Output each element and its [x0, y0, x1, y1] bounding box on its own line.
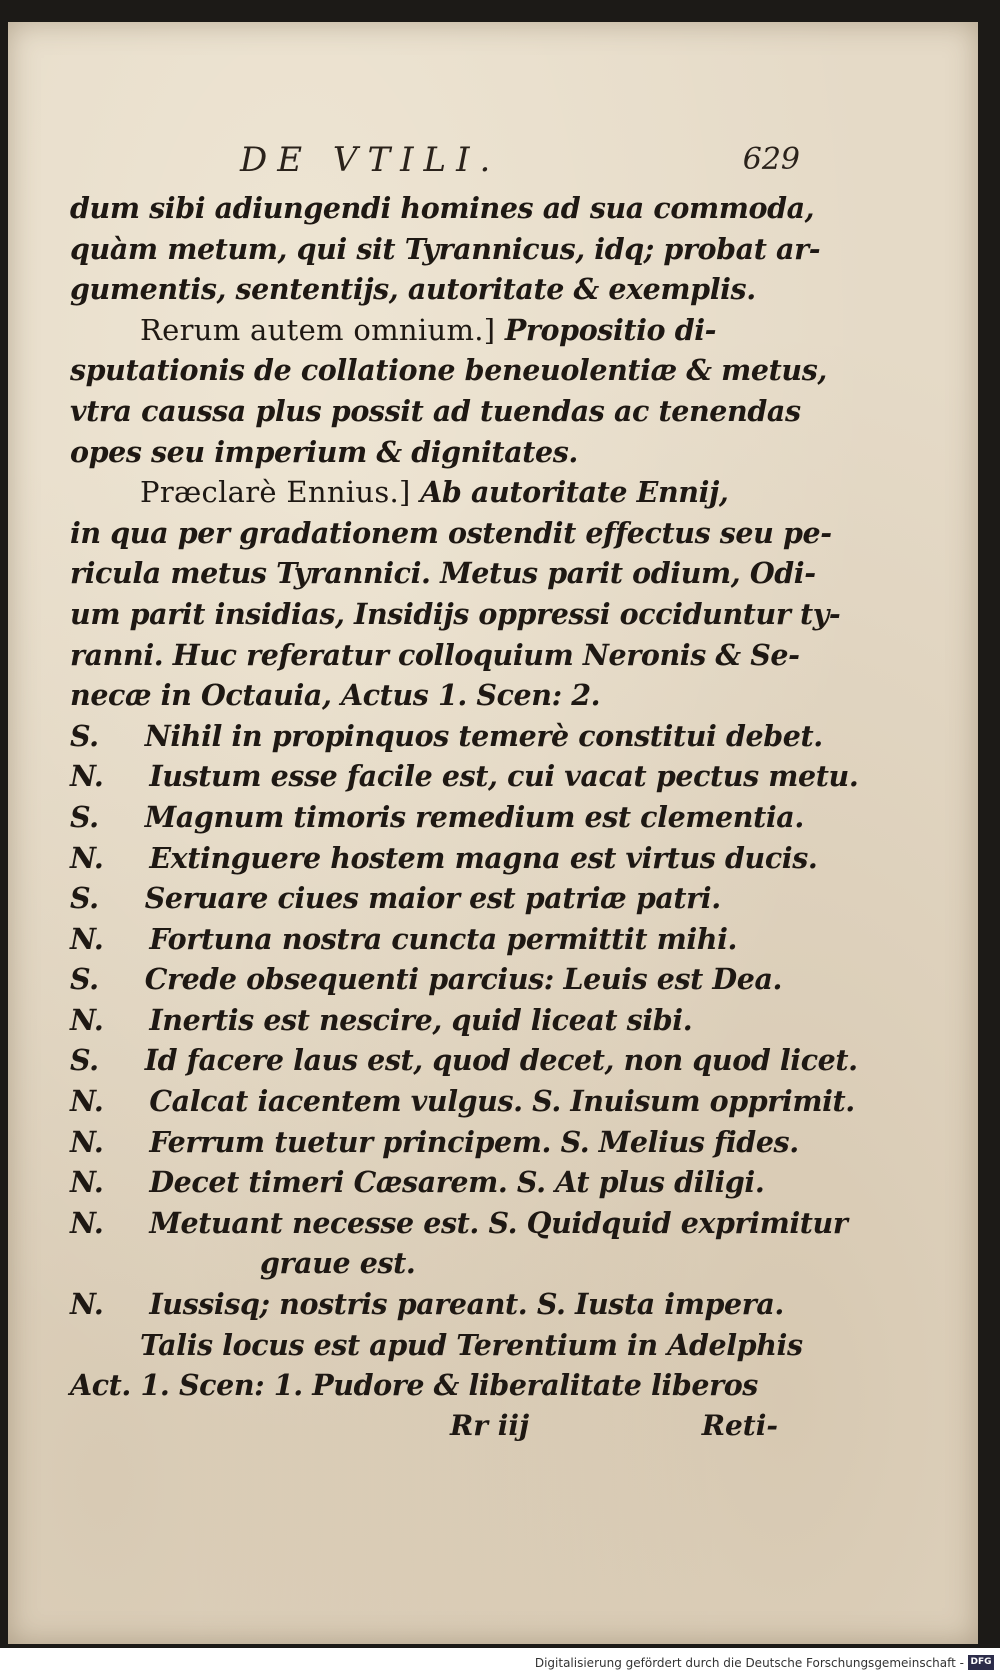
- text-line: [70, 310, 770, 351]
- text-line: [70, 432, 770, 473]
- gloss-text: quàm metum, qui sit Tyrannicus, idq; probat ar-: [70, 231, 821, 266]
- lemma-text: Præclarè Ennius.]: [140, 475, 421, 510]
- speaker-label: N.: [70, 840, 104, 875]
- dialogue-text: Iustum esse facile est, cui vacat pectus metu.: [149, 759, 859, 794]
- speaker-label: N.: [70, 1084, 104, 1119]
- dialogue-line: [70, 1284, 784, 1325]
- speaker-label: N.: [70, 1165, 104, 1200]
- text-line: [70, 594, 841, 635]
- speaker-label: S.: [70, 799, 99, 834]
- gloss-text: sputationis de collatione beneuolentiæ & metus,: [70, 353, 827, 388]
- speaker-label: N.: [70, 921, 104, 956]
- dialogue-block: [70, 716, 859, 1325]
- lemma-text: Rerum autem omnium.]: [140, 312, 505, 347]
- speaker-label: S.: [70, 718, 99, 753]
- dialogue-line: [70, 716, 823, 757]
- dialogue-line: [70, 1243, 770, 1284]
- speaker-label: S.: [70, 1043, 99, 1078]
- gloss-text: ricula metus Tyrannici. Metus parit odium, Odi-: [70, 556, 816, 591]
- dialogue-text: Nihil in propinquos temerè constitui debet.: [144, 718, 823, 753]
- dialogue-line: [70, 1162, 770, 1203]
- speaker-label: S.: [70, 962, 99, 997]
- text-line: [70, 391, 801, 432]
- text-line: [70, 635, 800, 676]
- text-block: [70, 128, 859, 1446]
- gloss-text: necæ in Octauia, Actus 1. Scen: 2.: [70, 678, 601, 713]
- text-line: [70, 513, 832, 554]
- speaker-label: N.: [70, 759, 104, 794]
- signature-line: [70, 1406, 778, 1446]
- dialogue-line: [70, 1000, 770, 1041]
- dialogue-text: Ferrum tuetur principem. S. Melius fides.: [149, 1124, 799, 1159]
- dialogue-line: [70, 959, 783, 1000]
- text-line: [70, 553, 816, 594]
- dialogue-line: [70, 797, 804, 838]
- book-page: [8, 22, 978, 1644]
- text-line: [70, 1365, 770, 1406]
- dialogue-line: [70, 756, 859, 797]
- gloss-text: in qua per gradationem ostendit effectus seu pe-: [70, 515, 832, 550]
- gloss-text: dum sibi adiungendi homines ad sua commoda,: [70, 191, 815, 225]
- dialogue-text: Inertis est nescire, quid liceat sibi.: [149, 1002, 693, 1037]
- running-head-title: DE VTILI.: [240, 140, 501, 180]
- dialogue-text: Seruare ciues maior est patriæ patri.: [144, 881, 721, 916]
- dialogue-line: [70, 1122, 799, 1163]
- dialogue-line: [70, 1203, 848, 1244]
- dialogue-line: [70, 838, 818, 879]
- footer-bar: [0, 1650, 1000, 1680]
- gloss-text: Propositio di-: [504, 312, 717, 347]
- text-line: [70, 229, 821, 270]
- text-line: [70, 472, 770, 513]
- dialogue-text: Fortuna nostra cuncta permittit mihi.: [149, 921, 738, 956]
- dfg-logo-icon: DFG: [968, 1655, 994, 1670]
- dialogue-text: Extinguere hostem magna est virtus ducis.: [149, 840, 818, 875]
- text-line: [70, 269, 770, 310]
- dialogue-line: [70, 1081, 855, 1122]
- gloss-text: um parit insidias, Insidijs oppressi occiduntur ty-: [70, 596, 841, 631]
- running-head: [70, 128, 800, 188]
- gloss-text: gumentis, sententijs, autoritate & exemplis.: [70, 272, 756, 307]
- speaker-label: N.: [70, 1205, 104, 1240]
- funding-credit: Digitalisierung gefördert durch die Deutsche Forschungsgemeinschaft -: [534, 1656, 964, 1670]
- catchword: Reti-: [701, 1408, 778, 1442]
- gloss-text: Talis locus est apud Terentium in Adelphis: [140, 1327, 803, 1362]
- dialogue-line: [70, 919, 770, 960]
- dialogue-text: Magnum timoris remedium est clementia.: [144, 799, 804, 834]
- speaker-label: S.: [70, 881, 99, 916]
- closing-lines: [70, 1325, 803, 1406]
- dialogue-text: Id facere laus est, quod decet, non quod licet.: [144, 1043, 858, 1078]
- dialogue-text: Iussisq; nostris pareant. S. Iusta impera.: [149, 1287, 784, 1322]
- text-line: [70, 675, 770, 716]
- text-line: [70, 188, 815, 229]
- dialogue-text: graue est.: [260, 1246, 416, 1281]
- gloss-text: opes seu imperium & dignitates.: [70, 434, 578, 469]
- gloss-text: Act. 1. Scen: 1. Pudore & liberalitate liberos: [70, 1368, 758, 1403]
- dialogue-text: Crede obsequenti parcius: Leuis est Dea.: [144, 962, 783, 997]
- text-line: [70, 1325, 803, 1366]
- dialogue-line: [70, 878, 770, 919]
- gloss-text: Ab autoritate Ennij,: [420, 475, 729, 510]
- dialogue-text: Decet timeri Cæsarem. S. At plus diligi.: [149, 1165, 765, 1200]
- text-line: [70, 350, 827, 391]
- signature-mark: Rr iij: [450, 1408, 530, 1442]
- speaker-label: N.: [70, 1002, 104, 1037]
- dialogue-text: Metuant necesse est. S. Quidquid exprimitur: [149, 1205, 848, 1240]
- gloss-text: ranni. Huc referatur colloquium Neronis & Se-: [70, 637, 800, 672]
- dialogue-text: Calcat iacentem vulgus. S. Inuisum opprimit.: [149, 1084, 855, 1119]
- gloss-text: vtra caussa plus possit ad tuendas ac tenendas: [70, 393, 801, 428]
- page-number: 629: [742, 142, 800, 177]
- speaker-label: N.: [70, 1124, 104, 1159]
- dialogue-line: [70, 1040, 858, 1081]
- speaker-label: N.: [70, 1287, 104, 1322]
- commentary-lines: [70, 188, 841, 716]
